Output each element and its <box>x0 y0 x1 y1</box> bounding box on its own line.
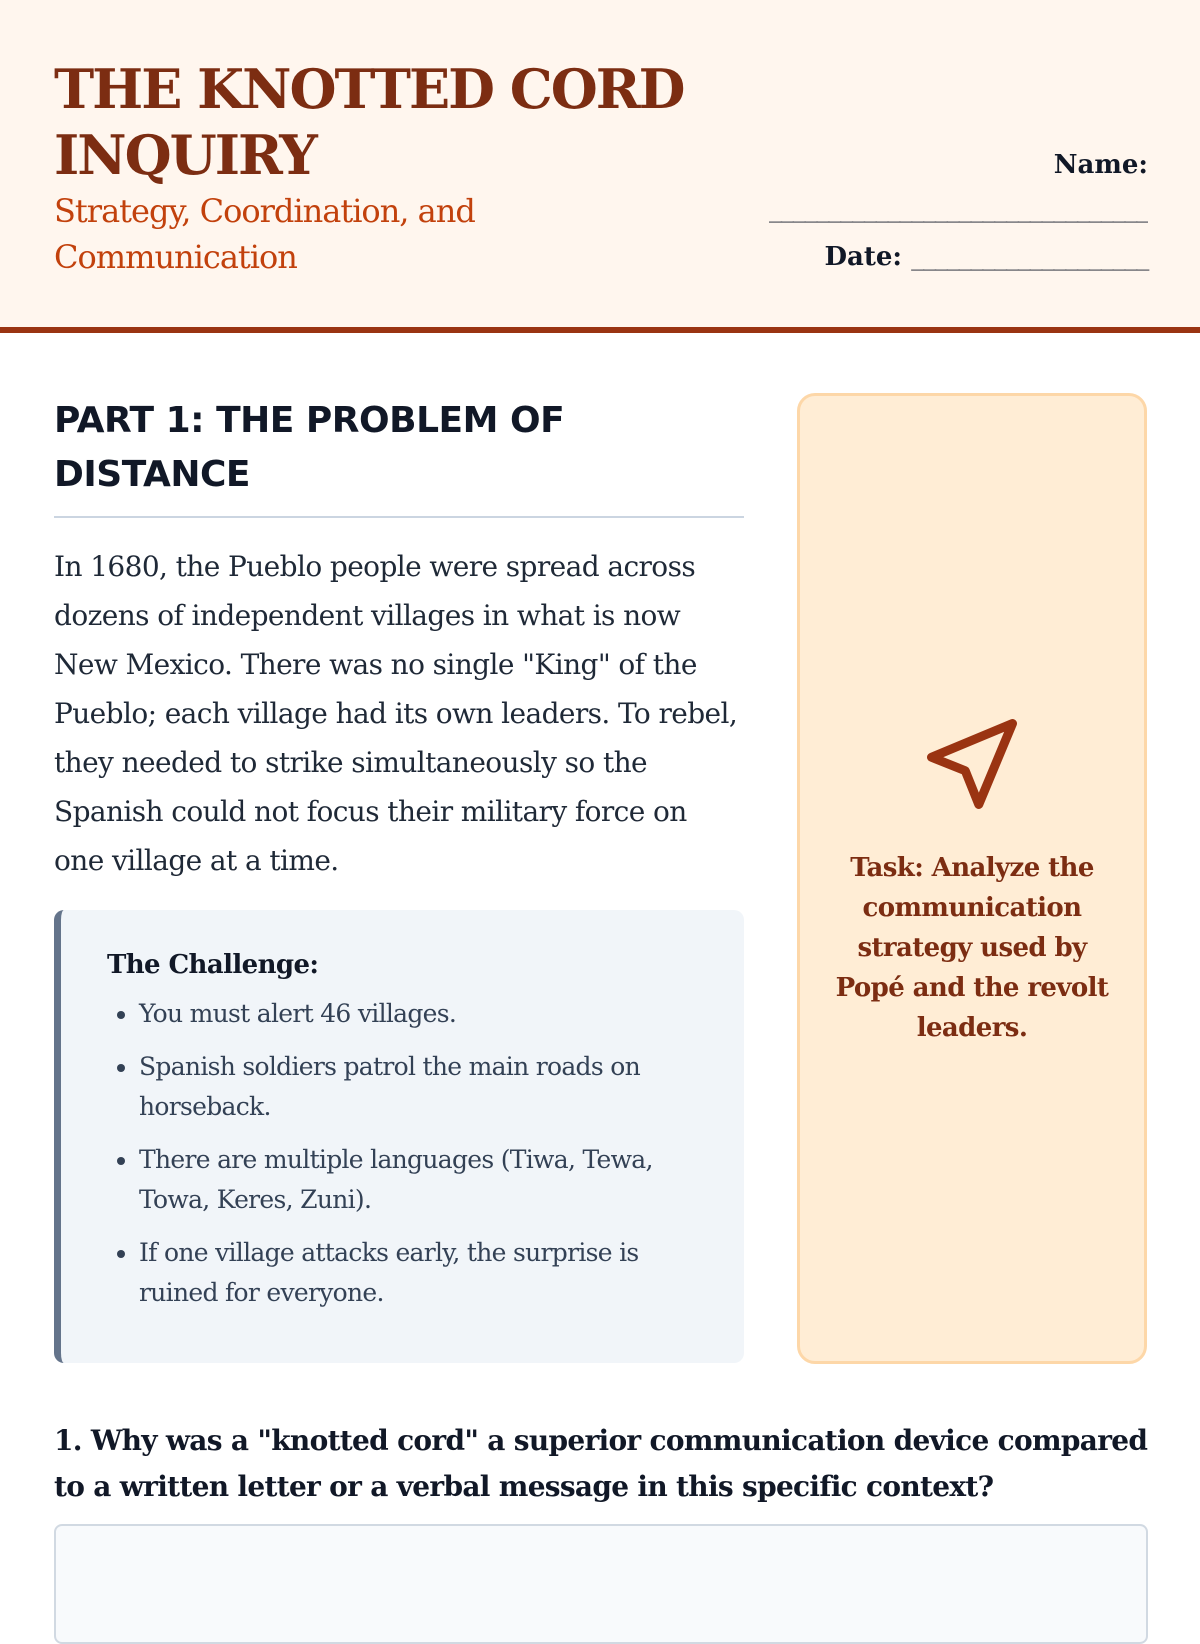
answer-field-1[interactable] <box>54 1524 1148 1644</box>
worksheet-header <box>0 0 1200 333</box>
name-field[interactable]: ________________________________ <box>768 198 1148 223</box>
task-callout <box>797 393 1147 1364</box>
date-label: Date: <box>824 242 903 272</box>
challenge-item: • There are multiple languages (Tiwa, Tewa, Towa, Keres, Zuni). <box>139 1140 704 1220</box>
question-1: 1. Why was a "knotted cord" a superior communication device compared to a written letter or a verbal message in this specific context? <box>54 1424 1148 1503</box>
challenge-item: • You must alert 46 villages. <box>139 994 704 1034</box>
challenge-title: The Challenge: <box>107 950 319 980</box>
challenge-item: • If one village attacks early, the surprise is ruined for everyone. <box>139 1233 704 1313</box>
intro-paragraph: In 1680, the Pueblo people were spread across dozens of independent villages in what is now New Mexico. There was no single "King" of the Pueblo; each village had its own leaders. To rebel, they needed to strike simultaneously so the Spanish could not focus their military force on one village at a time. <box>54 550 738 877</box>
page-title: THE KNOTTED CORD INQUIRY <box>54 57 684 187</box>
challenge-item: • Spanish soldiers patrol the main roads on horseback. <box>139 1047 704 1127</box>
challenge-box <box>54 910 744 1363</box>
task-text: Task: Analyze the communication strategy used by Popé and the revolt leaders. <box>835 852 1109 1043</box>
part-1-heading: PART 1: THE PROBLEM OF DISTANCE <box>54 394 744 518</box>
page-subtitle: Strategy, Coordination, and Communication <box>54 192 475 276</box>
date-field[interactable]: ____________________ <box>911 246 1148 271</box>
challenge-list <box>107 994 704 1313</box>
name-label: Name: <box>1053 150 1148 180</box>
date-row <box>824 242 1148 272</box>
send-icon <box>918 710 1026 818</box>
